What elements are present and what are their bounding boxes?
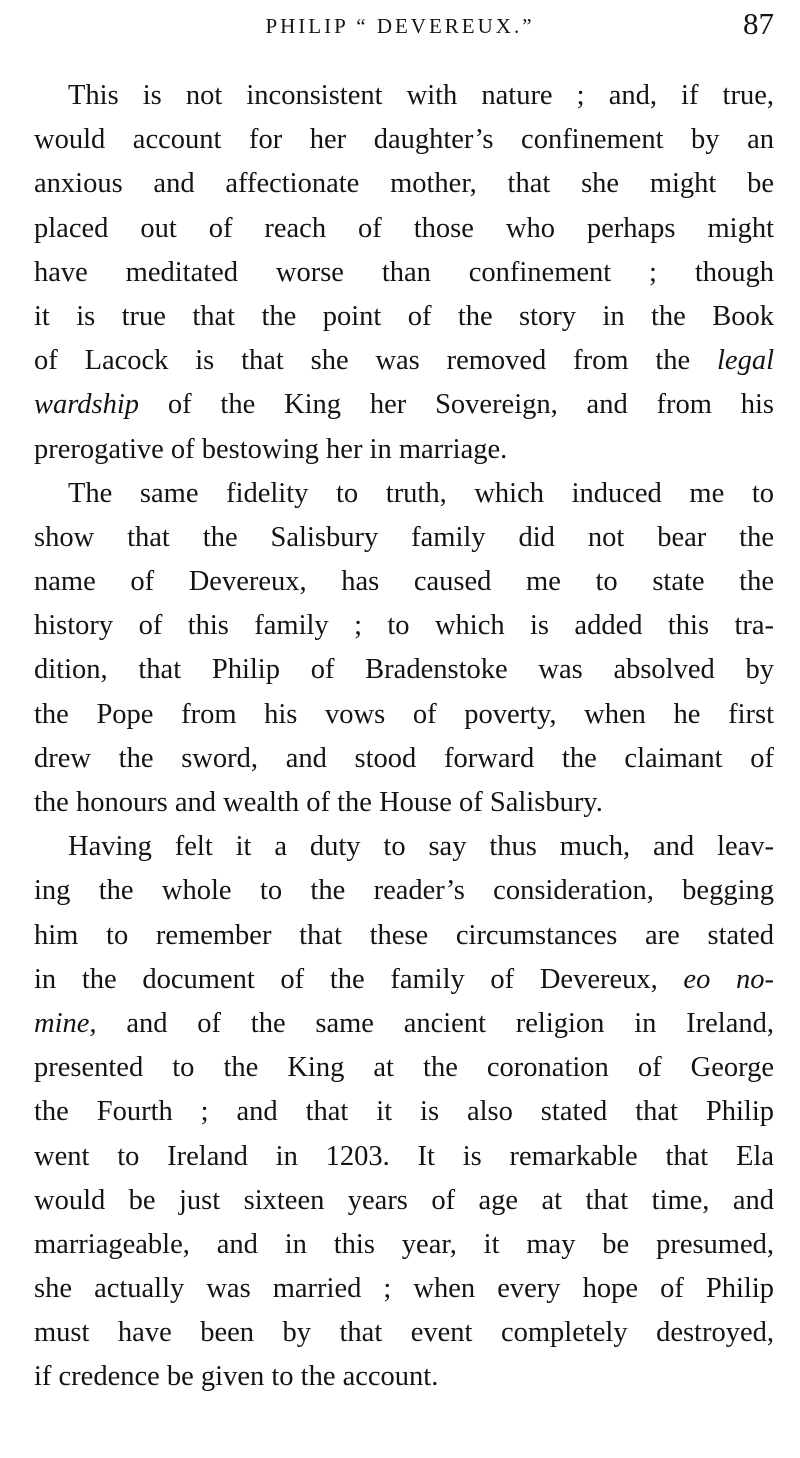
text-line bbox=[34, 1135, 774, 1179]
text-run: This is not inconsistent with nature ; and, if true, bbox=[68, 80, 774, 111]
text-line bbox=[34, 383, 774, 427]
text-run: prerogative of bestowing her in marriage. bbox=[34, 433, 508, 465]
paragraph bbox=[34, 825, 774, 1399]
text-body bbox=[34, 74, 774, 1400]
text-run: anxious and affectionate mother, that she might be bbox=[34, 168, 774, 200]
text-line bbox=[34, 516, 774, 560]
text-line bbox=[34, 428, 774, 472]
text-run: The same fidelity to truth, which induced me to bbox=[68, 477, 774, 509]
paragraph bbox=[34, 74, 774, 472]
italic-text: eo no- bbox=[683, 963, 774, 995]
text-run: if credence be given to the account. bbox=[34, 1361, 439, 1393]
text-line bbox=[34, 560, 774, 604]
text-line bbox=[34, 1267, 774, 1311]
text-line bbox=[34, 869, 774, 913]
text-line bbox=[34, 251, 774, 295]
text-line bbox=[34, 472, 774, 516]
text-line bbox=[34, 295, 774, 339]
text-line bbox=[34, 1002, 774, 1046]
text-run: went to Ireland in 1203. It is remarkable that Ela bbox=[34, 1140, 774, 1172]
text-line bbox=[34, 958, 774, 1002]
text-line bbox=[34, 1090, 774, 1134]
italic-text: mine, bbox=[34, 1007, 97, 1039]
text-run: history of this family ; to which is added this tra- bbox=[34, 610, 774, 642]
text-line bbox=[34, 825, 774, 869]
page-number: 87 bbox=[743, 6, 774, 41]
text-run: Having felt it a duty to say thus much, and leav- bbox=[68, 831, 774, 863]
italic-text: wardship bbox=[34, 389, 140, 421]
text-run: it is true that the point of the story in the Book bbox=[34, 300, 774, 332]
text-run: the honours and wealth of the House of Salisbury. bbox=[34, 787, 603, 818]
text-line bbox=[34, 1179, 774, 1223]
text-run: placed out of reach of those who perhaps might bbox=[34, 212, 774, 244]
text-run: name of Devereux, has caused me to state the bbox=[34, 566, 774, 598]
text-run: she actually was married ; when every hope of Philip bbox=[34, 1273, 774, 1305]
text-run: of the King her Sovereign, and from his bbox=[139, 389, 774, 421]
text-run: the Fourth ; and that it is also stated that Philip bbox=[34, 1096, 774, 1128]
text-run: would be just sixteen years of age at that time, and bbox=[34, 1184, 774, 1216]
text-line bbox=[34, 1223, 774, 1267]
text-line bbox=[34, 781, 774, 825]
text-line bbox=[34, 74, 774, 118]
running-title: PHILIP “ DEVEREUX.” bbox=[265, 14, 535, 38]
text-run: presented to the King at the coronation of George bbox=[34, 1052, 774, 1084]
text-run: dition, that Philip of Bradenstoke was absolved by bbox=[34, 654, 774, 686]
text-line bbox=[34, 737, 774, 781]
text-run: the Pope from his vows of poverty, when he first bbox=[34, 698, 774, 730]
text-line bbox=[34, 693, 774, 737]
text-run: have meditated worse than confinement ; though bbox=[34, 256, 774, 288]
text-line bbox=[34, 118, 774, 162]
text-line bbox=[34, 1311, 774, 1355]
text-line bbox=[34, 1355, 774, 1399]
text-line bbox=[34, 914, 774, 958]
running-head bbox=[0, 6, 800, 42]
text-run: must have been by that event completely destroyed, bbox=[34, 1317, 774, 1349]
text-line bbox=[34, 1046, 774, 1090]
text-run: would account for her daughter’s confinement by an bbox=[34, 124, 774, 156]
text-line bbox=[34, 648, 774, 692]
text-run: and of the same ancient religion in Ireland, bbox=[96, 1007, 774, 1039]
text-line bbox=[34, 207, 774, 251]
text-run: drew the sword, and stood forward the claimant of bbox=[34, 742, 774, 774]
text-run: show that the Salisbury family did not bear the bbox=[34, 521, 774, 553]
text-line bbox=[34, 162, 774, 206]
paragraph bbox=[34, 472, 774, 826]
italic-text: legal bbox=[717, 345, 774, 377]
text-run: of Lacock is that she was removed from the bbox=[34, 345, 717, 377]
text-run: ing the whole to the reader’s consideration, begging bbox=[34, 875, 774, 907]
text-line bbox=[34, 604, 774, 648]
text-run: in the document of the family of Devereux, bbox=[34, 963, 684, 995]
text-run: him to remember that these circumstances are stated bbox=[34, 919, 774, 951]
text-line bbox=[34, 339, 774, 383]
text-run: marriageable, and in this year, it may be presumed, bbox=[34, 1228, 774, 1260]
